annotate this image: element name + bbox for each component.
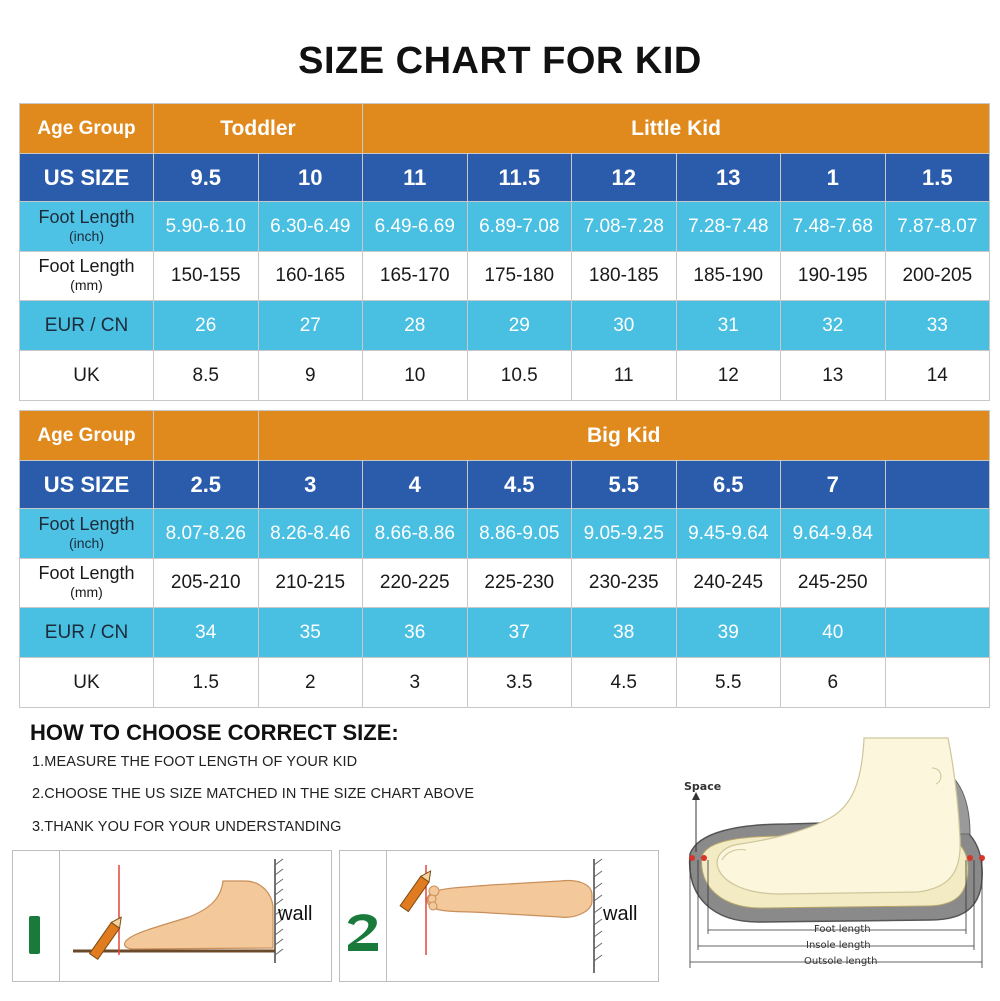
row-label	[20, 154, 154, 202]
size-cell: 8.26-8.46	[258, 509, 363, 559]
row-label	[20, 202, 154, 252]
uk-row	[20, 658, 990, 708]
howto-title: HOW TO CHOOSE CORRECT SIZE:	[30, 720, 399, 745]
size-cell: 11	[572, 351, 677, 401]
size-cell: 30	[572, 301, 677, 351]
foot-length-inch-row	[20, 509, 990, 559]
row-label-text: UK	[73, 364, 100, 386]
age-group-row	[20, 104, 990, 154]
size-cell: 1	[781, 154, 886, 202]
size-cell: 11.5	[467, 154, 572, 202]
size-cell: 9.45-9.64	[676, 509, 781, 559]
pencil-icon	[90, 914, 126, 959]
size-cell: 210-215	[258, 559, 363, 608]
size-cell: 4.5	[572, 658, 677, 708]
size-cell: 40	[781, 608, 886, 658]
page-title: SIZE CHART FOR KID	[298, 40, 702, 82]
size-cell: 26	[154, 301, 259, 351]
size-cell: 7.87-8.07	[885, 202, 990, 252]
size-cell: 13	[781, 351, 886, 401]
size-cell: 32	[781, 301, 886, 351]
panel-divider	[59, 851, 60, 981]
size-cell: 4.5	[467, 461, 572, 509]
foot-length-inch-row	[20, 202, 990, 252]
size-cell: 33	[885, 301, 990, 351]
size-cell: 8.5	[154, 351, 259, 401]
size-cell: 240-245	[676, 559, 781, 608]
size-cell: 35	[258, 608, 363, 658]
size-cell: 12	[676, 351, 781, 401]
eur-cn-row	[20, 608, 990, 658]
size-cell: 28	[363, 301, 468, 351]
size-cell: 185-190	[676, 252, 781, 301]
wall-label: wall	[278, 903, 313, 925]
size-cell: 12	[572, 154, 677, 202]
size-cell: 165-170	[363, 252, 468, 301]
size-cell: 10	[363, 351, 468, 401]
size-cell	[885, 658, 990, 708]
size-cell: 245-250	[781, 559, 886, 608]
size-cell: 5.5	[572, 461, 677, 509]
size-cell: 7.48-7.68	[781, 202, 886, 252]
size-cell: 37	[467, 608, 572, 658]
size-cell: 205-210	[154, 559, 259, 608]
size-cell: 10	[258, 154, 363, 202]
size-cell: 6.5	[676, 461, 781, 509]
size-cell: 9.05-9.25	[572, 509, 677, 559]
size-cell: 8.66-8.86	[363, 509, 468, 559]
size-cell: 230-235	[572, 559, 677, 608]
size-cell: 36	[363, 608, 468, 658]
row-label	[20, 351, 154, 401]
size-cell	[885, 608, 990, 658]
size-cell: 38	[572, 608, 677, 658]
space-label: Space	[684, 780, 722, 793]
size-cell: 225-230	[467, 559, 572, 608]
row-label-unit: (mm)	[70, 584, 103, 600]
row-label	[20, 509, 154, 559]
panel-number-2	[348, 914, 378, 951]
us-size-row	[20, 461, 990, 509]
panel-number-1	[29, 916, 40, 954]
size-cell: 2.5	[154, 461, 259, 509]
row-label-text: UK	[73, 671, 100, 693]
row-label-unit: (inch)	[68, 227, 104, 244]
howto-step-2: 2.CHOOSE THE US SIZE MATCHED IN THE SIZE CHART ABOVE	[32, 786, 475, 802]
row-label-text: US SIZE	[43, 471, 130, 497]
measure-panel-top-view	[339, 850, 659, 982]
size-cell: 1.5	[154, 658, 259, 708]
size-cell: 175-180	[467, 252, 572, 301]
size-cell: 5.90-6.10	[154, 202, 259, 252]
age-group-row	[20, 411, 990, 461]
size-cell: 7.08-7.28	[572, 202, 677, 252]
size-cell: 6.30-6.49	[258, 202, 363, 252]
measure-panel-side-view	[12, 850, 332, 982]
age-group-cell: Big Kid	[258, 411, 990, 461]
age-group-cell	[154, 411, 259, 461]
row-label	[20, 252, 154, 301]
row-label	[20, 608, 154, 658]
panel-divider	[386, 851, 387, 981]
row-label-text: Foot Length	[38, 256, 135, 276]
size-cell: 6.49-6.69	[363, 202, 468, 252]
row-label	[20, 559, 154, 608]
foot-length-label: Foot length	[814, 924, 871, 935]
us-size-row	[20, 154, 990, 202]
wall-label: wall	[603, 903, 638, 925]
size-cell: 31	[676, 301, 781, 351]
size-cell: 9.5	[154, 154, 259, 202]
size-cell: 7	[781, 461, 886, 509]
size-cell: 11	[363, 154, 468, 202]
size-cell: 27	[258, 301, 363, 351]
size-cell: 4	[363, 461, 468, 509]
size-cell: 14	[885, 351, 990, 401]
howto-step-1: 1.MEASURE THE FOOT LENGTH OF YOUR KID	[32, 754, 358, 770]
row-label	[20, 301, 154, 351]
size-cell: 180-185	[572, 252, 677, 301]
size-cell: 220-225	[363, 559, 468, 608]
row-label-text: Foot Length	[38, 513, 135, 534]
foot-length-mm-row	[20, 252, 990, 301]
size-cell: 6.89-7.08	[467, 202, 572, 252]
size-cell	[885, 509, 990, 559]
size-cell: 7.28-7.48	[676, 202, 781, 252]
size-cell: 9.64-9.84	[781, 509, 886, 559]
size-cell: 9	[258, 351, 363, 401]
row-label-text: Foot Length	[38, 563, 135, 583]
size-cell: 1.5	[885, 154, 990, 202]
size-cell: 8.07-8.26	[154, 509, 259, 559]
eur-cn-row	[20, 301, 990, 351]
size-cell: 190-195	[781, 252, 886, 301]
foot-length-mm-row	[20, 559, 990, 608]
age-group-label: Age Group	[20, 104, 154, 154]
size-cell: 10.5	[467, 351, 572, 401]
size-cell: 160-165	[258, 252, 363, 301]
size-cell: 3	[363, 658, 468, 708]
row-label	[20, 658, 154, 708]
size-cell: 2	[258, 658, 363, 708]
uk-row	[20, 351, 990, 401]
size-table-big-kid	[19, 410, 990, 708]
age-group-label: Age Group	[20, 411, 154, 461]
size-cell: 5.5	[676, 658, 781, 708]
age-group-cell: Toddler	[154, 104, 363, 154]
row-label-text: EUR / CN	[44, 314, 129, 336]
size-cell	[885, 559, 990, 608]
howto-step-3: 3.THANK YOU FOR YOUR UNDERSTANDING	[32, 819, 342, 835]
outsole-length-label: Outsole length	[804, 956, 878, 967]
shoe-measurement-diagram	[668, 728, 994, 990]
size-cell: 150-155	[154, 252, 259, 301]
size-table-toddler-little-kid	[19, 103, 990, 401]
size-cell: 34	[154, 608, 259, 658]
size-cell: 39	[676, 608, 781, 658]
row-label-unit: (inch)	[68, 534, 104, 551]
row-label-text: US SIZE	[43, 164, 130, 190]
row-label	[20, 461, 154, 509]
age-group-cell: Little Kid	[363, 104, 990, 154]
size-cell: 3	[258, 461, 363, 509]
size-cell: 3.5	[467, 658, 572, 708]
size-cell: 29	[467, 301, 572, 351]
size-cell: 6	[781, 658, 886, 708]
row-label-text: Foot Length	[38, 206, 135, 227]
size-cell: 8.86-9.05	[467, 509, 572, 559]
row-label-text: EUR / CN	[44, 621, 129, 643]
insole-length-label: Insole length	[806, 940, 871, 951]
size-cell: 13	[676, 154, 781, 202]
size-cell: 200-205	[885, 252, 990, 301]
size-cell	[885, 461, 990, 509]
row-label-unit: (mm)	[70, 277, 103, 293]
